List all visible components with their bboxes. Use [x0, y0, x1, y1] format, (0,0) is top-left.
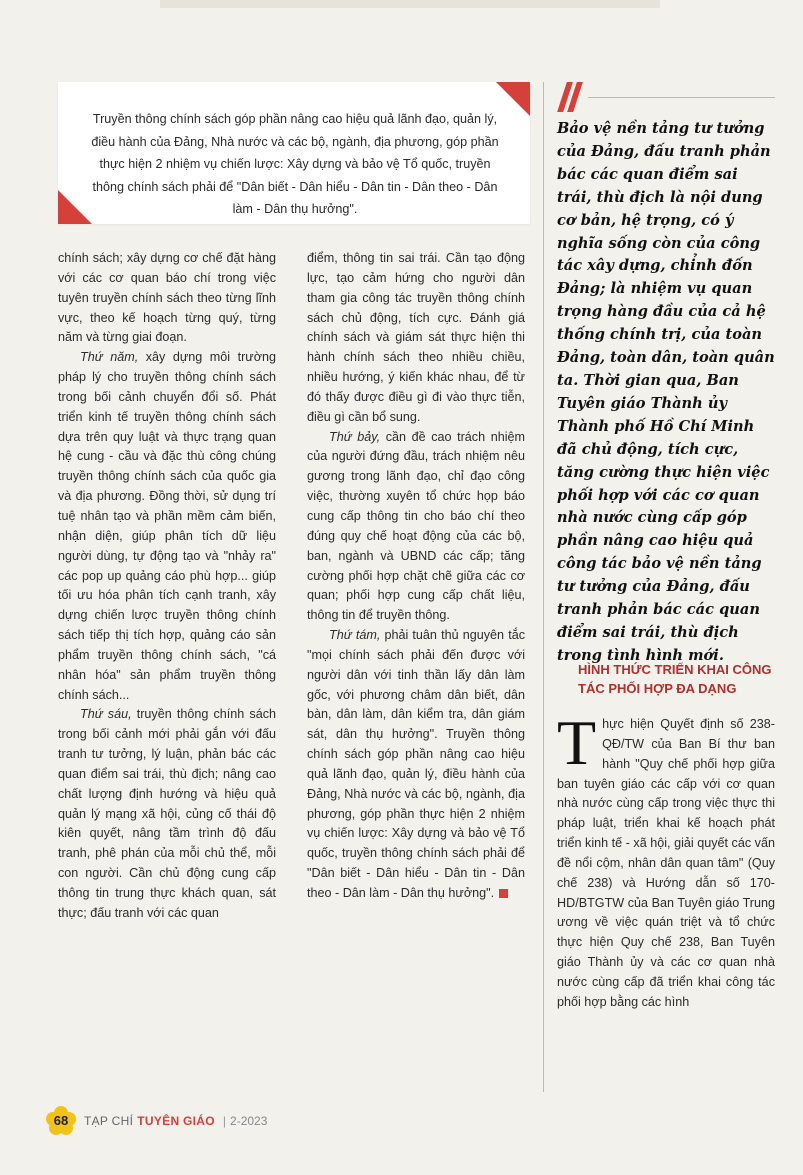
- paragraph-body: cần đề cao trách nhiệm của người đứng đầu, trách nhiệm nêu gương trong lãnh đạo, chỉ đạo công việc, thường xuyên tổ chức họp báo cung cấp thông tin cho báo chí theo đúng quy chế hoạt động của các bộ, ban, ngành và UBND các cấp; tăng cường phối hợp chặt chẽ giữa các cơ quan; phối hợp cung cấp chất liệu, thông tin để truyền thông.: [307, 429, 525, 623]
- paragraph-lead: Thứ sáu,: [80, 707, 132, 722]
- article-column-3: [557, 707, 775, 1013]
- paragraph-body: phải tuân thủ nguyên tắc "mọi chính sách phải đến được với người dân với tinh thần lấy dân làm gốc, với phương châm dân biết, dân bàn, dân làm, dân kiểm tra, dân giám sát, dân thụ hưởng". Truyền thông chính sách góp phần nâng cao hiệu quả lãnh đạo, quản lý, điều hành của Đảng, Nhà nước và các bộ, ngành, địa phương, góp phần thực hiện 2 nhiệm vụ chiến lược: Xây dựng và bảo vệ Tổ quốc, truyền thông chính sách phải để "Dân biết - Dân hiểu - Dân tin - Dân theo - Dân làm - Dân thụ hưởng".: [307, 628, 525, 900]
- drop-cap: T: [557, 707, 597, 778]
- quote-corner-bottom-left: [58, 190, 92, 224]
- top-decorative-bar: [160, 0, 660, 8]
- section-heading: HÌNH THỨC TRIỂN KHAI CÔNG TÁC PHỐI HỢP ĐA DẠNG: [578, 662, 772, 696]
- article-column-1: [58, 249, 276, 924]
- pull-quote-box: [58, 82, 530, 224]
- paragraph-lead: Thứ năm,: [80, 350, 139, 365]
- page-footer: [46, 1106, 267, 1136]
- paragraph: [58, 705, 276, 923]
- paragraph: chính sách; xây dựng cơ chế đặt hàng với các cơ quan báo chí trong việc tuyên truyền chính sách theo từng lĩnh vực, theo kế hoạch từng quý, từng năm và từng giai đoạn.: [58, 251, 276, 345]
- magazine-name: TUYÊN GIÁO: [137, 1114, 215, 1128]
- quote-corner-top-right: [496, 82, 530, 116]
- paragraph-lead: Thứ bảy,: [329, 429, 381, 444]
- article-end-mark-icon: [499, 889, 508, 898]
- paragraph: điểm, thông tin sai trái. Cần tạo động lực, tạo cảm hứng cho người dân tham gia công tác truyền thông chính sách chủ động, tích cực. Đánh giá chính sách và giám sát thực hiện thi hành chính sách theo nhiều chiều, nhiều hướng, ý kiến khác nhau, để từ đó thấy được điều gì đi vào thực tiễn, điều gì cần bổ sung.: [307, 251, 525, 424]
- paragraph-body: truyền thông chính sách trong bối cảnh mới phải gắn với đấu tranh tư tưởng, lý luận, phản bác các quan điểm sai trái, thù địch; nâng cao chất lượng định hướng và hiệu quả quản lý mạng xã hội, củng cố thái độ kiên quyết, nâng tầm trình độ đấu tranh, phê phán của mỗi chủ thể, mỗi con người. Cần chủ động cung cấp thông tin trung thực khách quan, sát thực; đấu tranh với các quan: [58, 707, 276, 920]
- paragraph: [58, 348, 276, 705]
- article-column-2: [307, 249, 525, 904]
- column-divider: [543, 82, 544, 1092]
- paragraph: [307, 626, 525, 904]
- issue-number: 2-2023: [230, 1114, 268, 1128]
- paragraph-body: hực hiện Quyết định số 238-QĐ/TW của Ban Bí thư ban hành "Quy chế phối hợp giữa ban tuyên giáo các cấp với cơ quan nhà nước cùng cấp trong việc thực thi pháp luật, triển khai kế hoạch phát triển kinh tế - xã hội, giải quyết các vấn đề nổi cộm, nhân dân quan tâm" (Quy chế 238) và Hướng dẫn số 170-HD/BTGTW của Ban Tuyên giáo Trung ương về việc quán triệt và tổ chức thực hiện Quy chế 238, Ban Tuyên giáo Thành ủy và các cơ quan nhà nước cùng cấp đã triển khai công tác phối hợp bằng các hình: [557, 717, 775, 1009]
- paragraph: [557, 707, 775, 1013]
- footer-separator: |: [222, 1114, 227, 1128]
- highlight-rule: [588, 97, 775, 98]
- paragraph: [307, 428, 525, 626]
- paragraph-lead: Thứ tám,: [329, 628, 381, 643]
- magazine-label: TẠP CHÍ: [84, 1114, 134, 1128]
- pull-quote-text: Truyền thông chính sách góp phần nâng cao hiệu quả lãnh đạo, quản lý, điều hành của Đảng, Nhà nước và các bộ, ngành, địa phương, góp phần thực hiện 2 nhiệm vụ chiến lược: Xây dựng và bảo vệ Tổ quốc, truyền thông chính sách phải để "Dân biết - Dân hiểu - Dân tin - Dân theo - Dân làm - Dân thụ hưởng".: [91, 112, 499, 217]
- highlight-stripes-icon: [556, 82, 586, 112]
- page-number: 68: [53, 1113, 69, 1128]
- paragraph-body: xây dựng môi trường pháp lý cho truyền thông chính sách trong bối cảnh chuyển đổi số. Phát triển kinh tế truyền thông chính sách dựa trên quy luật và thực trạng quan hệ cung - cầu và đặc thù công chúng truyền thông chính sách của quốc gia và địa phương. Đồng thời, sử dụng trí tuệ nhân tạo và phần mềm cảm biến, nhận diện, giúp phân tích dữ liệu người dùng, tự động tạo và "nhảy ra" các pop up quảng cáo phù hợp... giúp tối ưu hóa phân tích cạnh tranh, xây dựng chiến lược truyền thông chính sách tiếp thị tích hợp, quảng cáo sản phẩm truyền thông chính sách, "cá nhân hóa" sản phẩm truyền thông chính sách...: [58, 350, 276, 702]
- flower-icon: [46, 1106, 76, 1136]
- highlight-text: Bảo vệ nền tảng tư tưởng của Đảng, đấu tranh phản bác các quan điểm sai trái, thù địch là nội dung cơ bản, hệ trọng, có ý nghĩa sống còn của công tác xây dựng, chỉnh đốn Đảng; là nhiệm vụ quan trọng hàng đầu của cả hệ thống chính trị, của toàn Đảng, toàn dân, toàn quân ta. Thời gian qua, Ban Tuyên giáo Thành ủy Thành phố Hồ Chí Minh đã chủ động, tích cực, tăng cường thực hiện việc phối hợp với các cơ quan nhà nước cùng cấp góp phần nâng cao hiệu quả công tác bảo vệ nền tảng tư tưởng của Đảng, đấu tranh phản bác các quan điểm sai trái, thù địch trong tình hình mới.: [557, 120, 775, 664]
